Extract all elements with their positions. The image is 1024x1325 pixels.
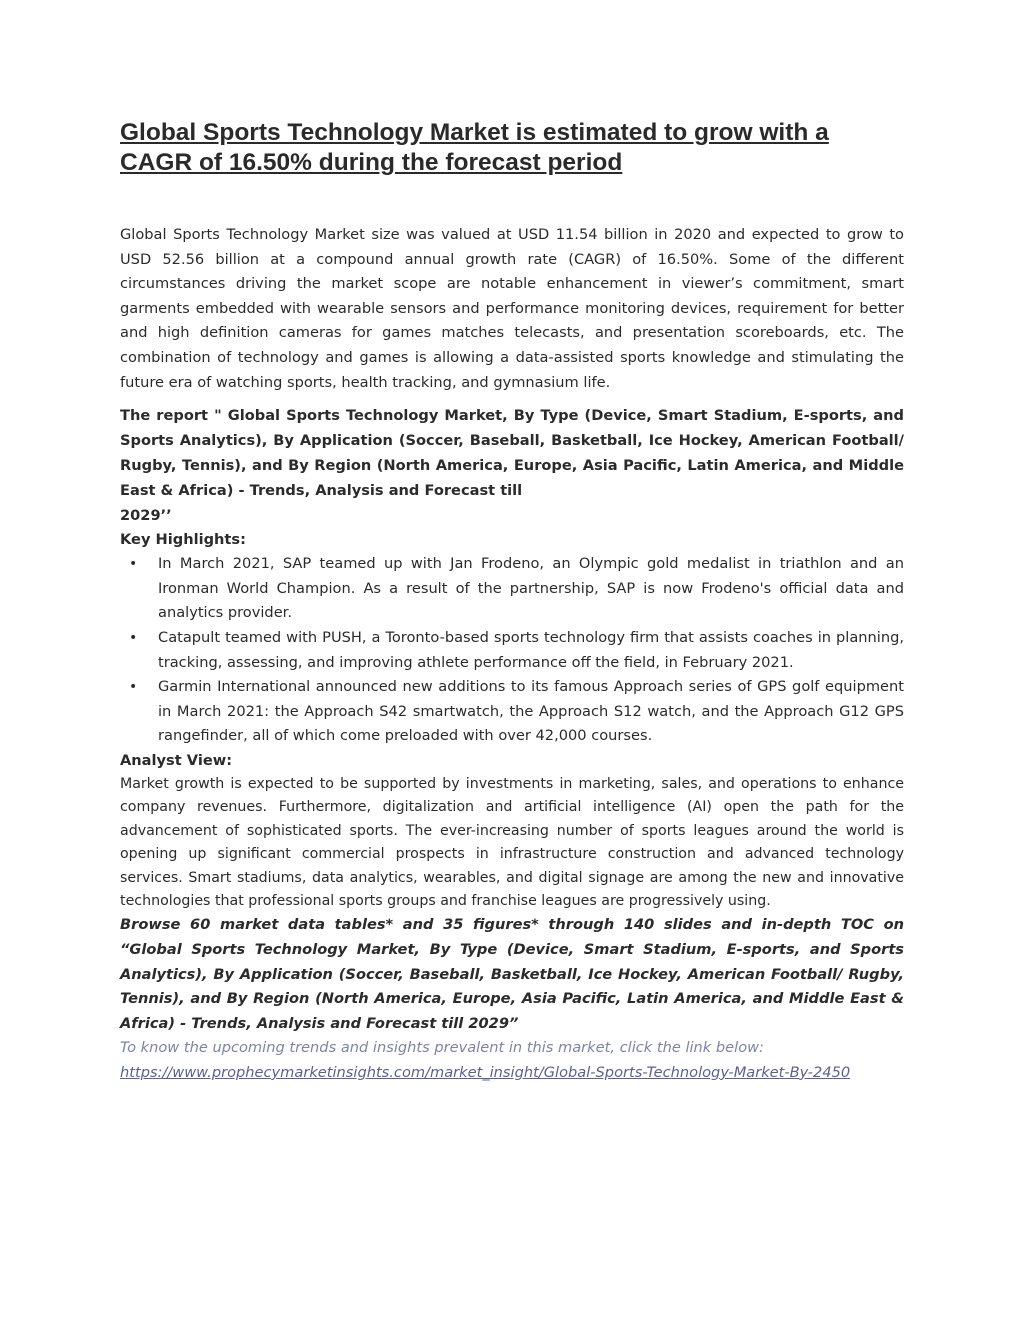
list-item-text: In March 2021, SAP teamed up with Jan Frodeno, an Olympic gold medalist in triathlon and an Ironman World Champion. As a result of the partnership, SAP is now Frodeno's official data and analytics provider. bbox=[158, 555, 904, 622]
report-link[interactable]: https://www.prophecymarketinsights.com/market_insight/Global-Sports-Technology-Market-By-2450 bbox=[120, 1063, 851, 1081]
page-title: Global Sports Technology Market is estimated to grow with a CAGR of 16.50% during the forecast period bbox=[120, 119, 829, 176]
analyst-view-heading: Analyst View: bbox=[120, 751, 233, 769]
list-item bbox=[120, 552, 904, 626]
cta-text: To know the upcoming trends and insights prevalent in this market, click the link below: bbox=[120, 1039, 764, 1057]
analyst-view-paragraph: Market growth is expected to be supported by investments in marketing, sales, and operations to enhance company revenues. Furthermore, digitalization and artificial intelligence (AI) open the path for the advancement of sophisticated sports. The ever-increasing number of sports leagues around the world is opening up significant commercial prospects in infrastructure construction and advanced technology services. Smart stadiums, data analytics, wearables, and digital signage are among the new and innovative technologies that professional sports groups and franchise leagues are progressively using. bbox=[120, 775, 904, 909]
document-page bbox=[120, 118, 904, 1086]
list-item bbox=[120, 626, 904, 675]
key-highlights-list bbox=[120, 552, 904, 749]
report-paragraph: The report " Global Sports Technology Market, By Type (Device, Smart Stadium, E-sports, and Sports Analytics), By Application (Soccer, Baseball, Basketball, Ice Hockey, American Football/ Rugby, Tennis), and By Region (North America, Europe, Asia Pacific, Latin America, and Middle East & Africa) - Trends, Analysis and Forecast till bbox=[120, 407, 904, 500]
list-item bbox=[120, 675, 904, 749]
report-paragraph-end: 2029’’ bbox=[120, 507, 172, 525]
key-highlights-heading: Key Highlights: bbox=[120, 531, 246, 549]
browse-paragraph: Browse 60 market data tables* and 35 figures* through 140 slides and in-depth TOC on “Global Sports Technology Market, By Type (Device, Smart Stadium, E-sports, and Sports Analytics), By Application (Soccer, Baseball, Basketball, Ice Hockey, American Football/ Rugby, Tennis), and By Region (North America, Europe, Asia Pacific, Latin America, and Middle East & Africa) - Trends, Analysis and Forecast till 2029” bbox=[120, 916, 904, 1032]
bullet-icon: • bbox=[129, 679, 138, 696]
intro-paragraph: Global Sports Technology Market size was valued at USD 11.54 billion in 2020 and expected to grow to USD 52.56 billion at a compound annual growth rate (CAGR) of 16.50%. Some of the different circumstances driving the market scope are notable enhancement in viewer’s commitment, smart garments embedded with wearable sensors and performance monitoring devices, requirement for better and high definition cameras for games matches telecasts, and presentation scoreboards, etc. The combination of technology and games is allowing a data-assisted sports knowledge and stimulating the future era of watching sports, health tracking, and gymnasium life. bbox=[120, 226, 904, 391]
list-item-text: Garmin International announced new additions to its famous Approach series of GPS golf equipment in March 2021: the Approach S42 smartwatch, the Approach S12 watch, and the Approach G12 GPS rangefinder, all of which come preloaded with over 42,000 courses. bbox=[158, 678, 904, 745]
bullet-icon: • bbox=[129, 629, 138, 646]
list-item-text: Catapult teamed with PUSH, a Toronto-based sports technology firm that assists coaches in planning, tracking, assessing, and improving athlete performance off the field, in February 2021. bbox=[158, 628, 904, 671]
bullet-icon: • bbox=[129, 556, 138, 573]
